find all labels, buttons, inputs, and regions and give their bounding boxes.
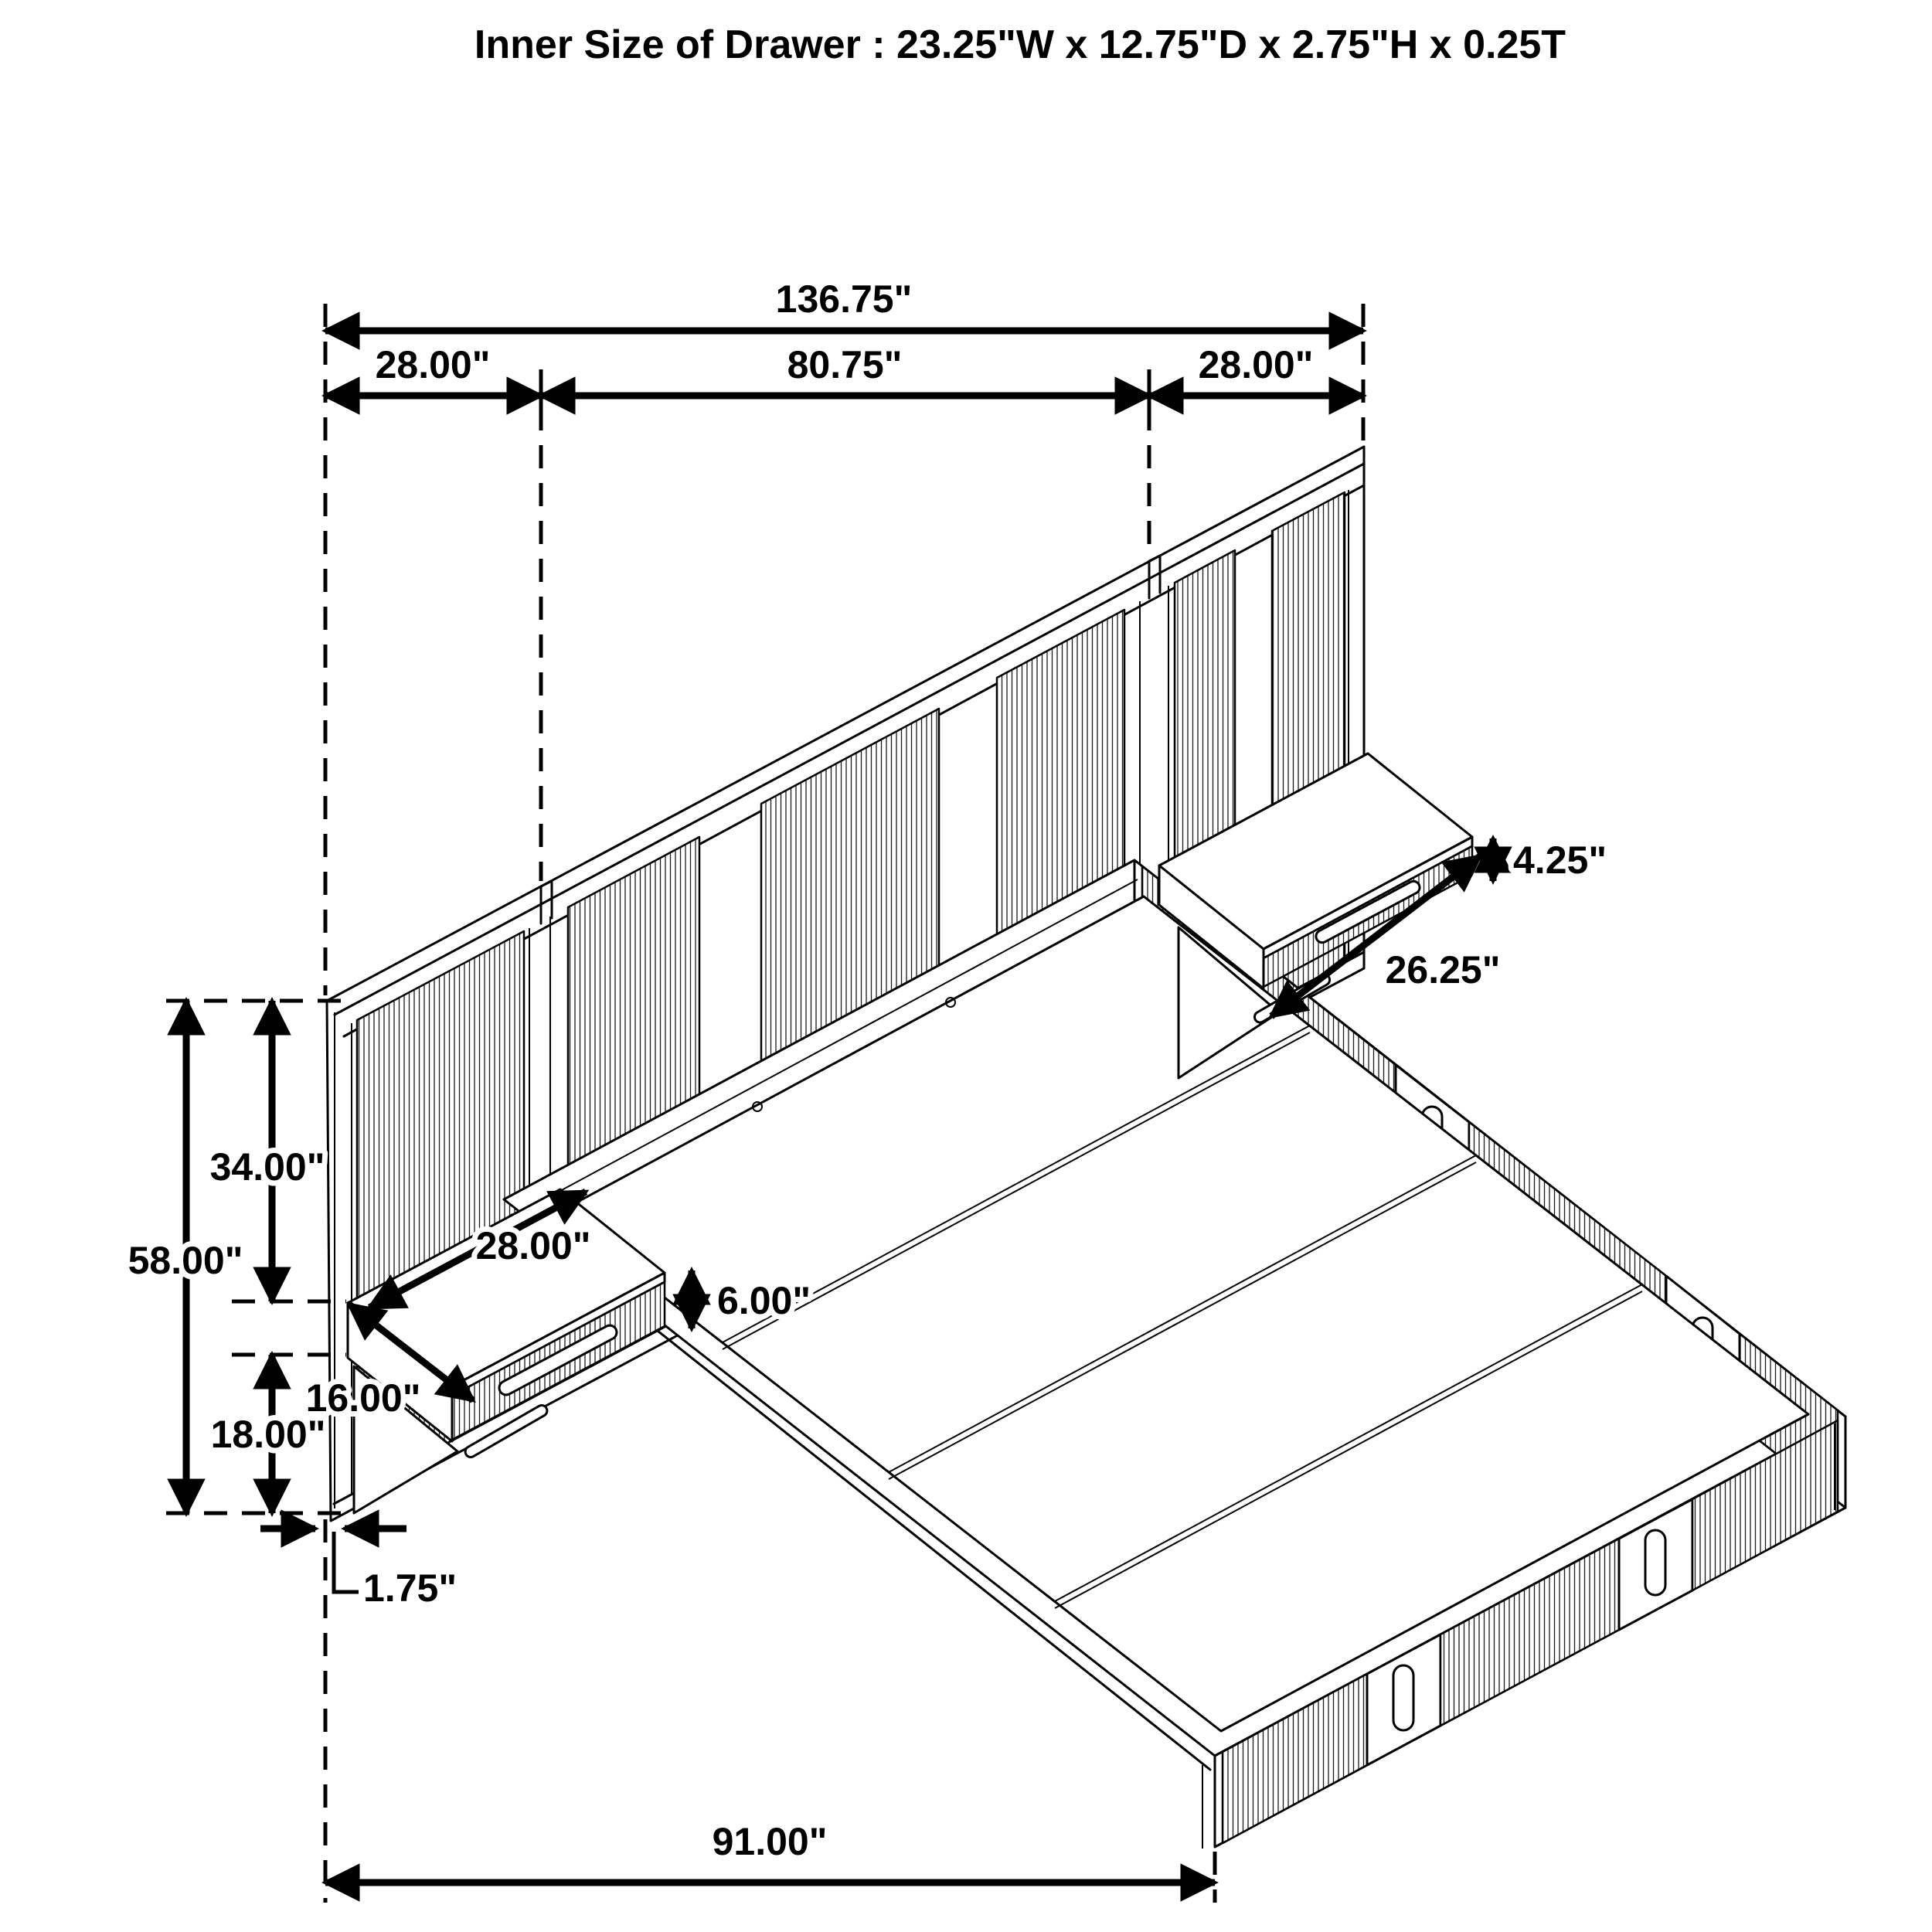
dim-left-ns-width: 28.00" — [475, 1224, 591, 1267]
dim-nightstand-to-bottom: 18.00" — [210, 1413, 326, 1456]
drawing-title: Inner Size of Drawer : 23.25"W x 12.75"D x 2.75"H x 0.25T — [474, 22, 1566, 67]
foot-handle-1 — [1393, 1665, 1413, 1730]
dim-overall-width: 136.75" — [775, 277, 913, 321]
dim-left-ns-height: 6.00" — [717, 1279, 811, 1322]
dim-panel-thickness: 1.75" — [363, 1566, 457, 1610]
dim-right-wing-width: 28.00" — [1198, 343, 1314, 386]
dim-left-ns-depth: 16.00" — [305, 1376, 421, 1420]
dim-headboard-height: 58.00" — [128, 1239, 243, 1282]
dim-top-to-nightstand: 34.00" — [209, 1145, 325, 1189]
foot-handle-2 — [1645, 1530, 1665, 1595]
dim-right-ns-width: 26.25" — [1385, 948, 1501, 992]
dim-right-ns-height: 4.25" — [1513, 838, 1607, 882]
dim-thickness-leader — [334, 1532, 359, 1592]
dim-overall-depth: 91.00" — [712, 1820, 828, 1863]
dim-center-width: 80.75" — [787, 343, 903, 386]
dim-left-wing-width: 28.00" — [375, 343, 491, 386]
